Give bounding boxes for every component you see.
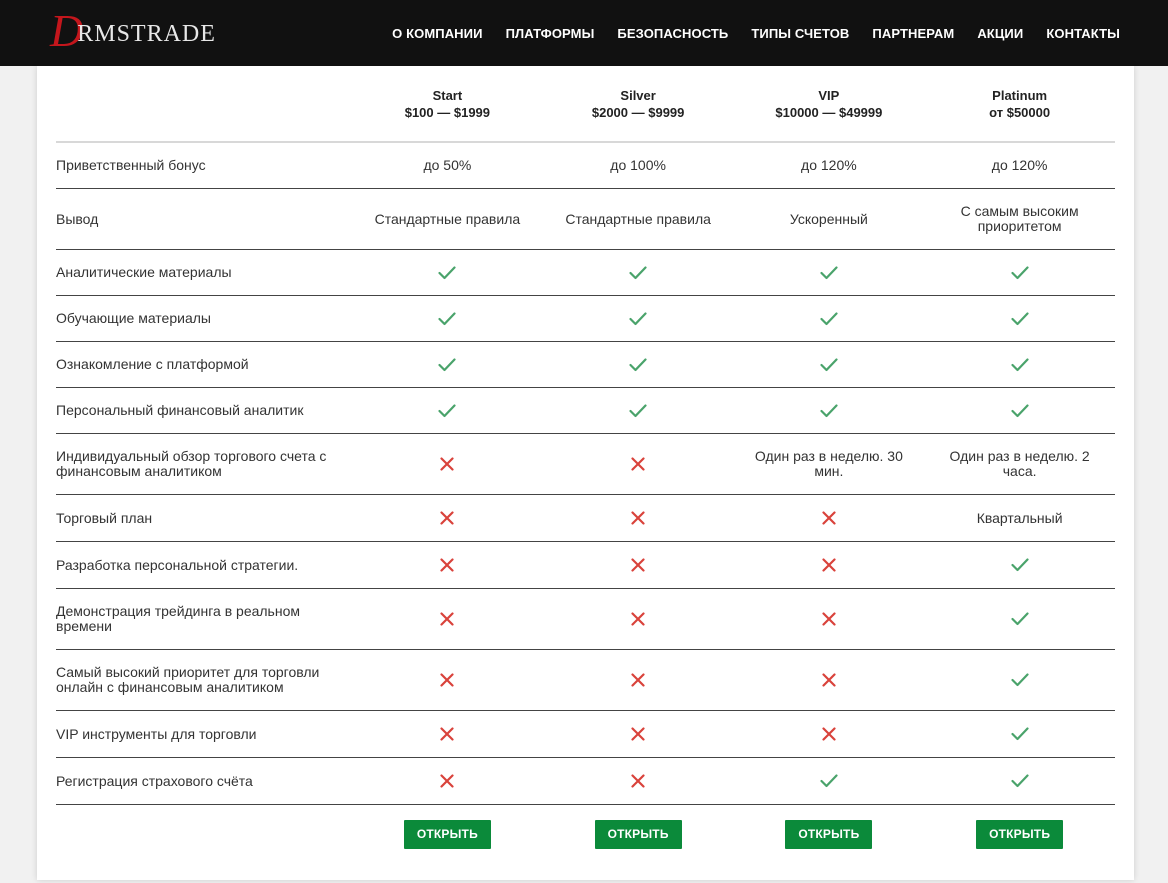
check-icon: [734, 388, 925, 434]
plan-range: от $50000: [989, 104, 1051, 120]
feature-column-header: [56, 66, 352, 142]
plan-range: $2000 — $9999: [591, 104, 685, 120]
cross-icon: [352, 758, 543, 805]
check-icon: [924, 758, 1115, 805]
check-icon: [924, 589, 1115, 650]
account-types-panel: [37, 66, 1134, 880]
cross-icon: [352, 495, 543, 542]
feature-value: Один раз в неделю. 30 мин.: [734, 434, 925, 495]
cross-icon: [543, 650, 734, 711]
cross-icon: [352, 650, 543, 711]
open-buttons-row: [56, 805, 1115, 864]
plan-header-silver: [543, 66, 734, 142]
feature-value: С самым высоким приоритетом: [924, 189, 1115, 250]
check-icon: [734, 758, 925, 805]
feature-value: Один раз в неделю. 2 часа.: [924, 434, 1115, 495]
cross-icon: [543, 589, 734, 650]
cross-icon: [543, 711, 734, 758]
check-icon: [543, 250, 734, 296]
check-icon: [924, 296, 1115, 342]
feature-value: до 120%: [924, 142, 1115, 189]
feature-label: Регистрация страхового счёта: [56, 758, 352, 805]
cross-icon: [352, 711, 543, 758]
feature-label: Самый высокий приоритет для торговли онлайн с финансовым аналитиком: [56, 650, 352, 711]
plan-name: Start: [432, 87, 463, 103]
plan-name: Silver: [620, 87, 656, 103]
feature-label: Разработка персональной стратегии.: [56, 542, 352, 589]
cross-icon: [734, 589, 925, 650]
cross-icon: [543, 758, 734, 805]
feature-value: до 50%: [352, 142, 543, 189]
comparison-row: [56, 296, 1115, 342]
top-navigation-bar: [0, 0, 1168, 66]
comparison-row: [56, 142, 1115, 189]
feature-value: Квартальный: [924, 495, 1115, 542]
nav-item-partners[interactable]: ПАРТНЕРАМ: [872, 25, 955, 41]
feature-label: Вывод: [56, 189, 352, 250]
feature-value: до 100%: [543, 142, 734, 189]
main-nav: [392, 0, 1120, 66]
nav-item-platforms[interactable]: ПЛАТФОРМЫ: [505, 25, 595, 41]
nav-item-account-types[interactable]: ТИПЫ СЧЕТОВ: [751, 25, 850, 41]
check-icon: [924, 342, 1115, 388]
plan-header-start: [352, 66, 543, 142]
feature-label: Аналитические материалы: [56, 250, 352, 296]
nav-item-company[interactable]: О КОМПАНИИ: [392, 25, 483, 41]
feature-label: VIP инструменты для торговли: [56, 711, 352, 758]
cross-icon: [734, 650, 925, 711]
check-icon: [352, 296, 543, 342]
check-icon: [924, 711, 1115, 758]
feature-value: Стандартные правила: [352, 189, 543, 250]
cross-icon: [543, 434, 734, 495]
cross-icon: [352, 589, 543, 650]
comparison-row: [56, 342, 1115, 388]
feature-value: Стандартные правила: [543, 189, 734, 250]
plans-header-row: [56, 66, 1115, 142]
check-icon: [352, 342, 543, 388]
check-icon: [543, 296, 734, 342]
plan-header-vip: [734, 66, 925, 142]
cross-icon: [352, 542, 543, 589]
plan-name: VIP: [818, 87, 840, 103]
comparison-row: [56, 434, 1115, 495]
cross-icon: [734, 542, 925, 589]
nav-item-contacts[interactable]: КОНТАКТЫ: [1046, 25, 1120, 41]
open-platinum-button[interactable]: ОТКРЫТЬ: [976, 820, 1063, 849]
comparison-row: [56, 250, 1115, 296]
comparison-row: [56, 388, 1115, 434]
logo[interactable]: [50, 5, 216, 56]
comparison-row: [56, 495, 1115, 542]
check-icon: [924, 388, 1115, 434]
comparison-row: [56, 758, 1115, 805]
check-icon: [543, 388, 734, 434]
cross-icon: [543, 495, 734, 542]
feature-label: Ознакомление с платформой: [56, 342, 352, 388]
check-icon: [734, 250, 925, 296]
check-icon: [924, 542, 1115, 589]
check-icon: [352, 250, 543, 296]
open-silver-button[interactable]: ОТКРЫТЬ: [595, 820, 682, 849]
account-comparison-table: [56, 66, 1115, 863]
comparison-row: [56, 650, 1115, 711]
check-icon: [924, 250, 1115, 296]
feature-label: Демонстрация трейдинга в реальном времени: [56, 589, 352, 650]
check-icon: [734, 342, 925, 388]
feature-label: Индивидуальный обзор торгового счета с финансовым аналитиком: [56, 434, 352, 495]
check-icon: [543, 342, 734, 388]
logo-text: RMSTRADE: [77, 20, 216, 47]
logo-mark: D: [50, 5, 84, 56]
open-start-button[interactable]: ОТКРЫТЬ: [404, 820, 491, 849]
cross-icon: [352, 434, 543, 495]
cross-icon: [734, 711, 925, 758]
cross-icon: [543, 542, 734, 589]
feature-label: Приветственный бонус: [56, 142, 352, 189]
feature-value: до 120%: [734, 142, 925, 189]
nav-item-security[interactable]: БЕЗОПАСНОСТЬ: [617, 25, 729, 41]
feature-label: Торговый план: [56, 495, 352, 542]
check-icon: [734, 296, 925, 342]
feature-value: Ускоренный: [734, 189, 925, 250]
comparison-row: [56, 711, 1115, 758]
feature-label: Обучающие материалы: [56, 296, 352, 342]
feature-label: Персональный финансовый аналитик: [56, 388, 352, 434]
open-vip-button[interactable]: ОТКРЫТЬ: [785, 820, 872, 849]
comparison-row: [56, 189, 1115, 250]
nav-item-promotions[interactable]: АКЦИИ: [977, 25, 1024, 41]
check-icon: [352, 388, 543, 434]
check-icon: [924, 650, 1115, 711]
plan-name: Platinum: [992, 87, 1048, 103]
plan-range: $10000 — $49999: [775, 104, 883, 120]
plan-header-platinum: [924, 66, 1115, 142]
comparison-row: [56, 542, 1115, 589]
plan-range: $100 — $1999: [404, 104, 491, 120]
cross-icon: [734, 495, 925, 542]
comparison-row: [56, 589, 1115, 650]
